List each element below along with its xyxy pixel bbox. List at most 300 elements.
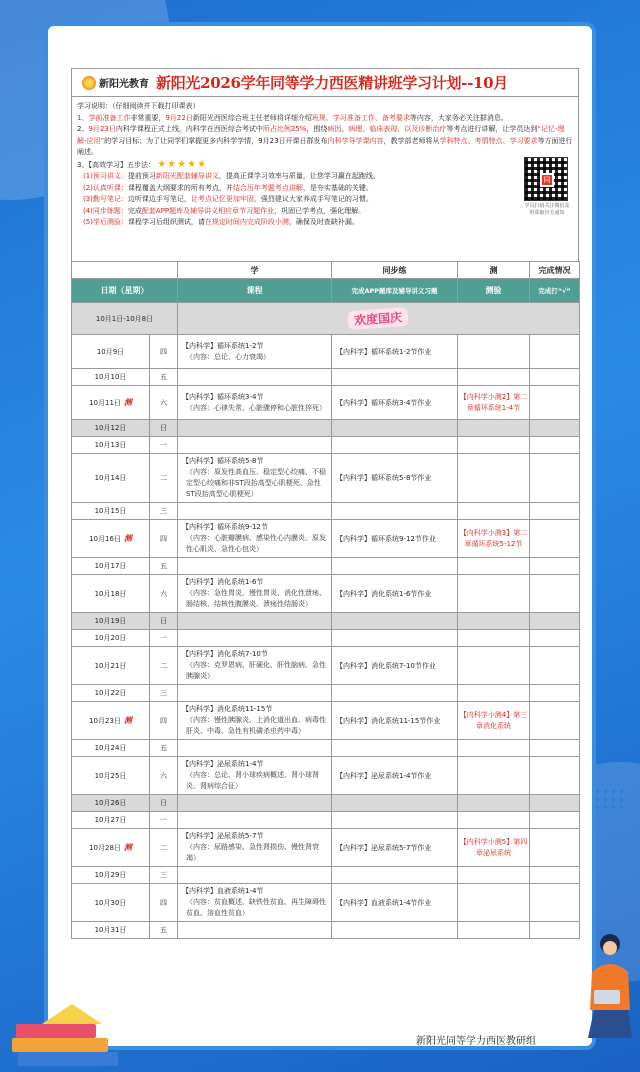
row-course: [178, 503, 332, 520]
row-weekday: 六: [150, 757, 178, 795]
holiday-row: [72, 303, 580, 335]
row-done-checkbox[interactable]: [530, 335, 580, 369]
row-weekday: 三: [150, 867, 178, 884]
row-course: [178, 922, 332, 939]
row-weekday: 一: [150, 630, 178, 647]
schedule-row: [72, 867, 580, 884]
row-test: [458, 867, 530, 884]
step-item: [77, 206, 574, 218]
group-header-test: 测: [458, 262, 530, 279]
step-item: [77, 183, 574, 195]
row-done-checkbox[interactable]: [530, 867, 580, 884]
row-course: [178, 575, 332, 613]
five-step-heading: [77, 159, 574, 172]
row-test: [458, 795, 530, 812]
schedule-row: [72, 647, 580, 685]
row-course: [178, 613, 332, 630]
step-rest: ，确保及时查缺补漏。: [288, 218, 359, 226]
row-weekday: 二: [150, 647, 178, 685]
row-date: [72, 884, 150, 922]
row-test: 【内科学小测4】第三章消化系统: [458, 702, 530, 740]
row-date: [72, 558, 150, 575]
row-course: [178, 437, 332, 454]
row-course: [178, 520, 332, 558]
step-text: 课程覆盖大纲要求的所有考点，并: [127, 183, 233, 192]
row-done-checkbox[interactable]: [530, 386, 580, 420]
instruction-segment: 内科学导学课内容: [327, 136, 384, 145]
step-red: 让考点记忆更加牢固: [190, 195, 254, 203]
test-mark-icon: 测: [123, 534, 132, 543]
row-test: [458, 558, 530, 575]
row-done-checkbox[interactable]: [530, 437, 580, 454]
five-step-label: 3、【高效学习】五步法：: [77, 160, 155, 169]
schedule-row: [72, 454, 580, 503]
row-course: [178, 369, 332, 386]
row-weekday: 一: [150, 437, 178, 454]
schedule-row: [72, 520, 580, 558]
row-test: [458, 437, 530, 454]
row-date: [72, 520, 150, 558]
step-rest: ，巩固已学考点，强化理解。: [274, 206, 366, 215]
schedule-row: [72, 630, 580, 647]
date-text: 10月9日: [96, 347, 125, 356]
step-text: 完成: [127, 206, 142, 215]
instruction-segment: 9月22日: [165, 113, 193, 122]
instruction-segment: ，围绕: [306, 125, 328, 133]
group-header-done: 完成情况: [530, 262, 580, 279]
row-practice: 【内科学】循环系统5-8节作业: [332, 454, 458, 503]
row-test: [458, 685, 530, 702]
schedule-row: [72, 829, 580, 867]
course-title: 【内科学】循环系统1-2节: [182, 341, 264, 350]
step-item: [77, 171, 574, 183]
row-practice: [332, 558, 458, 575]
schedule-row: [72, 420, 580, 437]
course-detail: （内容：急性胃炎、慢性胃炎、消化性溃疡、肠结核、结核性腹膜炎、溃疡性结肠炎）: [186, 589, 326, 608]
row-done-checkbox[interactable]: [530, 503, 580, 520]
step-title: (5)学后测验：: [83, 218, 128, 226]
schedule-row: [72, 369, 580, 386]
instruction-segment: 1、: [77, 113, 89, 122]
row-practice: 【内科学】消化系统7-10节作业: [332, 647, 458, 685]
course-title: 【内科学】消化系统1-6节: [182, 578, 264, 586]
row-done-checkbox[interactable]: [530, 757, 580, 795]
instruction-segment: 班规、学习准备工作、备考要求: [311, 113, 410, 122]
row-course: [178, 647, 332, 685]
date-text: 10月12日: [94, 424, 127, 432]
dot: [612, 798, 615, 801]
schedule-row: [72, 503, 580, 520]
row-practice: 【内科学】消化系统11-15节作业: [332, 702, 458, 740]
row-done-checkbox[interactable]: [530, 369, 580, 386]
row-course: [178, 420, 332, 437]
date-text: 10月31日: [94, 926, 127, 934]
row-weekday: 五: [150, 558, 178, 575]
row-test: [458, 740, 530, 757]
holiday-banner: 欢度国庆: [348, 307, 409, 330]
row-test: [458, 884, 530, 922]
row-date: [72, 812, 150, 829]
test-mark-icon: 测: [123, 398, 132, 407]
row-done-checkbox[interactable]: [530, 812, 580, 829]
instruction-segment: 9月23日: [88, 125, 116, 133]
row-date: [72, 795, 150, 812]
date-text: 10月13日: [94, 441, 127, 449]
row-test: 【内科学小测2】第二章循环系统1-4节: [458, 386, 530, 420]
group-header-practice: 同步练: [332, 262, 458, 279]
dot: [604, 790, 607, 793]
schedule-row: [72, 740, 580, 757]
group-header-row: [72, 262, 580, 279]
group-header-blank: [72, 262, 178, 279]
row-done-checkbox[interactable]: [530, 520, 580, 558]
course-detail: （内容：总论、心力衰竭）: [186, 352, 270, 361]
step-item: [77, 194, 574, 206]
row-test: [458, 454, 530, 503]
row-date: [72, 503, 150, 520]
row-practice: 【内科学】循环系统9-12节作业: [332, 520, 458, 558]
date-text: 10月26日: [94, 799, 127, 807]
row-weekday: 三: [150, 685, 178, 702]
dot: [604, 806, 607, 809]
schedule-row: [72, 702, 580, 740]
row-done-checkbox[interactable]: [530, 922, 580, 939]
step-text: 提前预习: [127, 172, 156, 180]
row-course: [178, 795, 332, 812]
instruction-segment: 病因、病理、临床表现、以及诊断治疗: [327, 125, 447, 133]
row-practice: 【内科学】循环系统1-2节作业: [332, 335, 458, 369]
instruction-paragraph-1: [77, 113, 574, 125]
row-practice: [332, 922, 458, 939]
row-done-checkbox[interactable]: [530, 702, 580, 740]
date-text: 10月17日: [94, 562, 127, 570]
step-text: 课程学习后组织测试，请: [127, 218, 205, 226]
row-course: [178, 740, 332, 757]
row-course: [178, 884, 332, 922]
instructions-heading: 学习说明：（仔细阅读并下载打印课表）: [77, 102, 200, 110]
row-done-checkbox[interactable]: [530, 420, 580, 437]
schedule-row: [72, 437, 580, 454]
schedule-row: [72, 685, 580, 702]
row-date: [72, 922, 150, 939]
row-date: [72, 829, 150, 867]
logo-text: 新阳光教育: [99, 79, 149, 90]
row-weekday: 四: [150, 520, 178, 558]
row-course: [178, 812, 332, 829]
row-test: 【内科学小测3】第二章循环系统5-12节: [458, 520, 530, 558]
study-plan-sheet: [44, 22, 596, 1050]
row-course: [178, 454, 332, 503]
step-item: [77, 217, 574, 229]
date-text: 10月28日: [89, 844, 121, 852]
row-practice: [332, 613, 458, 630]
row-course: [178, 867, 332, 884]
row-test: [458, 812, 530, 829]
dot: [620, 798, 623, 801]
holiday-date: 10月1日-10月8日: [72, 303, 178, 335]
row-date: [72, 685, 150, 702]
date-text: 10月16日: [89, 535, 121, 543]
test-mark-icon: 测: [123, 843, 132, 852]
row-done-checkbox[interactable]: [530, 740, 580, 757]
row-course: [178, 630, 332, 647]
column-header-course: 课程: [178, 279, 332, 303]
row-practice: [332, 795, 458, 812]
date-text: 10月23日: [89, 717, 121, 725]
column-header-practice: 完成APP题库及辅导讲义习题: [332, 279, 458, 303]
row-done-checkbox[interactable]: [530, 575, 580, 613]
course-detail: （内容：心律失常、心脏骤停和心脏性猝死）: [186, 403, 326, 412]
page-title: 新阳光2026学年同等学力西医精讲班学习计划--10月: [156, 74, 508, 92]
instruction-segment: 新阳光西医综合班主任老师将详细介绍: [192, 113, 312, 122]
row-practice: 【内科学】泌尿系统5-7节作业: [332, 829, 458, 867]
row-done-checkbox[interactable]: [530, 454, 580, 503]
row-date: [72, 335, 150, 369]
row-weekday: 四: [150, 335, 178, 369]
date-text: 10月20日: [94, 634, 127, 642]
row-test: 【内科学小测5】第四章泌尿系统: [458, 829, 530, 867]
row-practice: [332, 369, 458, 386]
course-title: 【内科学】泌尿系统1-4节: [182, 760, 264, 768]
row-course: [178, 685, 332, 702]
row-practice: [332, 503, 458, 520]
row-done-checkbox[interactable]: [530, 558, 580, 575]
instruction-segment: 学科特点、考情特点、学习要求: [439, 136, 538, 145]
row-test: [458, 335, 530, 369]
date-text: 10月11日: [89, 399, 121, 407]
row-course: [178, 702, 332, 740]
row-practice: [332, 685, 458, 702]
row-practice: 【内科学】泌尿系统1-4节作业: [332, 757, 458, 795]
row-date: [72, 867, 150, 884]
step-red: 在规定时间内完成阶段小测: [204, 218, 289, 226]
schedule-row: [72, 575, 580, 613]
step-red: 新阳光配套辅导讲义: [155, 172, 219, 180]
course-title: 【内科学】循环系统9-12节: [182, 523, 268, 531]
row-test: [458, 630, 530, 647]
dot: [612, 806, 615, 809]
row-weekday: 六: [150, 575, 178, 613]
column-header-date: 日期（星期）: [72, 279, 178, 303]
row-done-checkbox[interactable]: [530, 613, 580, 630]
row-weekday: 五: [150, 922, 178, 939]
row-weekday: 一: [150, 812, 178, 829]
dot: [620, 790, 623, 793]
row-practice: [332, 867, 458, 884]
instruction-segment: 学前准备工作: [88, 113, 131, 122]
row-practice: [332, 812, 458, 829]
step-title: (3)勤写笔记：: [83, 195, 128, 203]
step-rest: ，强烈建议大家养成手写笔记的习惯。: [253, 195, 373, 203]
instruction-segment: ，教学部老师将从: [383, 136, 440, 145]
step-title: (1)预习讲义：: [83, 172, 128, 180]
step-title: (4)同步练题：: [83, 206, 128, 215]
schedule-row: [72, 757, 580, 795]
course-detail: （内容：尿路感染、急性肾损伤、慢性肾衰竭）: [186, 843, 319, 862]
dot: [612, 790, 615, 793]
step-rest: ，是夯实基础的关键。: [302, 183, 373, 192]
books-illustration: [12, 1000, 122, 1072]
instruction-segment: 非常重要，: [130, 113, 166, 122]
date-text: 10月24日: [94, 744, 127, 752]
row-date: [72, 575, 150, 613]
five-step-list: [77, 171, 574, 229]
row-test: [458, 757, 530, 795]
dot: [596, 798, 599, 801]
dot: [620, 806, 623, 809]
course-detail: （内容：总论、肾小球疾病概述、肾小球肾炎、肾病综合征）: [186, 771, 319, 790]
row-weekday: 四: [150, 884, 178, 922]
course-title: 【内科学】循环系统3-4节: [182, 392, 264, 401]
row-weekday: 六: [150, 386, 178, 420]
study-instructions: [71, 96, 579, 261]
course-title: 【内科学】消化系统7-10节: [182, 650, 268, 658]
course-detail: （内容：心脏瓣膜病、感染性心内膜炎、原发性心肌炎、急性心包炎）: [186, 534, 326, 553]
row-date: [72, 420, 150, 437]
schedule-row: [72, 884, 580, 922]
instruction-paragraph-2: [77, 124, 574, 159]
row-date: [72, 454, 150, 503]
course-title: 【内科学】泌尿系统5-7节: [182, 832, 264, 840]
instruction-segment: 所占比例25%: [262, 125, 307, 133]
row-test: [458, 647, 530, 685]
row-date: [72, 630, 150, 647]
step-red: 配套APP题库及辅导讲义相应章节习题作业: [141, 206, 275, 215]
date-text: 10月29日: [94, 871, 127, 879]
instruction-segment: 等考点进行讲解，让学员达到: [446, 125, 538, 133]
row-practice: [332, 630, 458, 647]
instruction-segment: 等内容，大家务必关注群消息。: [409, 113, 508, 122]
student-illustration: [584, 930, 636, 1040]
row-date: [72, 757, 150, 795]
row-test: [458, 922, 530, 939]
course-title: 【内科学】血液系统1-4节: [182, 887, 264, 895]
row-practice: 【内科学】血液系统1-4节作业: [332, 884, 458, 922]
dot: [604, 798, 607, 801]
schedule-row: [72, 613, 580, 630]
row-done-checkbox[interactable]: [530, 685, 580, 702]
row-weekday: 五: [150, 740, 178, 757]
row-done-checkbox[interactable]: [530, 829, 580, 867]
row-done-checkbox[interactable]: [530, 647, 580, 685]
schedule-row: [72, 795, 580, 812]
schedule-row: [72, 386, 580, 420]
star-rating-icon: ★★★★★: [157, 158, 208, 170]
row-practice: [332, 437, 458, 454]
row-done-checkbox[interactable]: [530, 795, 580, 812]
date-text: 10月14日: [94, 474, 127, 482]
row-date: [72, 740, 150, 757]
test-mark-icon: 测: [123, 716, 132, 725]
row-weekday: 日: [150, 420, 178, 437]
row-date: [72, 386, 150, 420]
qr-center-label: 同: [540, 173, 554, 187]
row-test: [458, 369, 530, 386]
row-weekday: 日: [150, 613, 178, 630]
schedule-row: [72, 335, 580, 369]
row-practice: [332, 420, 458, 437]
row-done-checkbox[interactable]: [530, 884, 580, 922]
qr-code-icon: [524, 157, 568, 201]
column-header-done: 完成打“√”: [530, 279, 580, 303]
row-weekday: 二: [150, 829, 178, 867]
course-title: 【内科学】循环系统5-8节: [182, 457, 264, 465]
step-title: (2)认真听课：: [83, 183, 128, 192]
step-red: 结合历年考题考点讲解: [232, 183, 303, 192]
row-weekday: 四: [150, 702, 178, 740]
date-text: 10月19日: [94, 617, 127, 625]
row-test: [458, 575, 530, 613]
step-rest: ，提高正课学习效率与质量，让您学习赢在起跑线。: [218, 172, 380, 180]
instruction-segment: 的学习目标；为了让同学们掌握更多内科学学情，9月23日开课日群发布: [104, 136, 328, 145]
group-header-study: 学: [178, 262, 332, 279]
course-detail: （内容：慢性胰腺炎、上消化道出血、病毒性肝炎、中毒、急性有机磷杀虫药中毒）: [186, 716, 326, 735]
date-text: 10月15日: [94, 507, 127, 515]
row-practice: 【内科学】消化系统1-6节作业: [332, 575, 458, 613]
schedule-row: [72, 922, 580, 939]
row-weekday: 五: [150, 369, 178, 386]
row-course: [178, 757, 332, 795]
instruction-segment: 等方面进行阐述。: [77, 136, 573, 156]
dot: [596, 790, 599, 793]
row-weekday: 日: [150, 795, 178, 812]
column-header-test: 测验: [458, 279, 530, 303]
course-detail: （内容：原发性高血压、稳定型心绞痛、不稳定型心绞痛和非ST段抬高型心肌梗死、急性ST段抬高型心肌梗死）: [186, 468, 326, 498]
course-title: 【内科学】消化系统11-15节: [182, 705, 273, 713]
qr-caption: 学员扫码关注微信及时获取官方通知: [524, 203, 570, 216]
row-course: [178, 335, 332, 369]
date-text: 10月18日: [94, 589, 127, 598]
instruction-segment: 内科学课程正式上线，内科学在西医综合考试中: [115, 125, 263, 133]
date-text: 10月30日: [94, 898, 127, 907]
step-text: 边听课边手写笔记，: [127, 195, 191, 203]
date-text: 10月21日: [94, 661, 127, 670]
date-text: 10月25日: [94, 771, 127, 780]
row-course: [178, 829, 332, 867]
row-practice: 【内科学】循环系统3-4节作业: [332, 386, 458, 420]
course-detail: （内容：贫血概述、缺铁性贫血、再生障碍性贫血、溶血性贫血）: [186, 898, 326, 917]
column-header-row: [72, 279, 580, 303]
sun-logo-icon: [82, 76, 96, 90]
row-weekday: 三: [150, 503, 178, 520]
holiday-banner-cell: [178, 303, 580, 335]
row-date: [72, 647, 150, 685]
row-course: [178, 386, 332, 420]
date-text: 10月22日: [94, 689, 127, 697]
row-test: [458, 613, 530, 630]
date-text: 10月27日: [94, 816, 127, 824]
row-weekday: 二: [150, 454, 178, 503]
row-test: [458, 503, 530, 520]
qr-code-block: [524, 157, 570, 217]
schedule-row: [72, 812, 580, 829]
row-test: [458, 420, 530, 437]
row-date: [72, 437, 150, 454]
row-date: [72, 613, 150, 630]
row-practice: [332, 740, 458, 757]
instruction-segment: 2、: [77, 125, 89, 133]
logo: [72, 75, 156, 90]
title-bar: [71, 68, 579, 96]
schedule-row: [72, 558, 580, 575]
row-done-checkbox[interactable]: [530, 630, 580, 647]
instruction-segment: “记忆-理解-应用”: [77, 125, 565, 145]
course-detail: （内容：克罗恩病、肝硬化、肝性脑病、急性胰腺炎）: [186, 661, 326, 680]
date-text: 10月10日: [94, 373, 127, 381]
row-date: [72, 702, 150, 740]
footer-signature: 新阳光同等学力西医教研组: [416, 1036, 536, 1047]
schedule-table: [71, 261, 580, 939]
